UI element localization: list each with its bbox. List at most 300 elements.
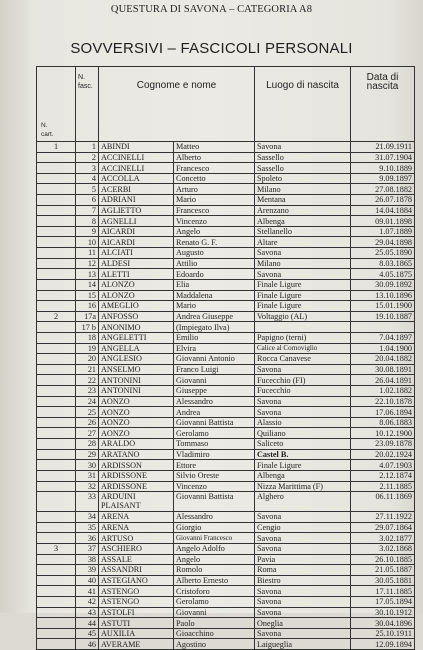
birthplace-cell: Savona: [255, 512, 351, 523]
first-name-cell: Matteo: [174, 142, 255, 153]
birthplace-cell: Milano: [255, 184, 351, 195]
surname-cell: ACCINELLI: [99, 163, 174, 174]
table-row: [37, 533, 415, 544]
table-row: [37, 586, 415, 597]
birthdate-cell: 13.10.1896: [351, 290, 415, 301]
file-number-cell: 43: [76, 607, 99, 618]
birthplace-cell: Fucecchio: [255, 386, 351, 397]
column-header-date: Data di nascita: [351, 67, 415, 142]
birthdate-cell: 15.01.1900: [351, 301, 415, 312]
file-number-cell: 28: [76, 439, 99, 450]
file-number-cell: 9: [76, 226, 99, 237]
file-number-cell: 22: [76, 375, 99, 386]
surname-cell: ADRIANI: [99, 195, 174, 206]
first-name-cell: Attilio: [174, 258, 255, 269]
table-row: [37, 279, 415, 290]
surname-cell: ANFOSSO: [99, 311, 174, 322]
surname-cell: AONZO: [99, 417, 174, 428]
file-number-cell: 23: [76, 386, 99, 397]
file-number-cell: 41: [76, 586, 99, 597]
cart-number-cell: [37, 492, 76, 512]
cart-number-cell: 3: [37, 543, 76, 554]
birthdate-cell: 29.04.1898: [351, 237, 415, 248]
first-name-cell: Augusto: [174, 248, 255, 259]
table-row: [37, 492, 415, 512]
surname-cell: ARTUSO: [99, 533, 174, 544]
surname-cell: AGNELLI: [99, 216, 174, 227]
birthplace-cell: Voltaggio (AL): [255, 311, 351, 322]
surname-cell: ASSANDRI: [99, 565, 174, 576]
file-number-cell: 18: [76, 332, 99, 343]
file-number-cell: 13: [76, 269, 99, 280]
birthplace-cell: Roma: [255, 565, 351, 576]
birthdate-cell: 17.06.1894: [351, 407, 415, 418]
surname-cell: ANGLESIO: [99, 354, 174, 365]
cart-number-cell: [37, 596, 76, 607]
file-number-cell: 46: [76, 639, 99, 650]
table-row: [37, 639, 415, 650]
birthplace-cell: [255, 322, 351, 333]
file-number-cell: 12: [76, 258, 99, 269]
cart-number-cell: [37, 522, 76, 533]
birthplace-cell: Alassio: [255, 417, 351, 428]
surname-cell: ACCINELLI: [99, 152, 174, 163]
birthplace-cell: Albenga: [255, 216, 351, 227]
birthplace-cell: Cengio: [255, 522, 351, 533]
surname-cell: ARATANO: [99, 449, 174, 460]
table-row: [37, 184, 415, 195]
table-row: [37, 512, 415, 523]
birthplace-cell: Nizza Marittima (F): [255, 481, 351, 492]
table-row: [37, 628, 415, 639]
table-row: [37, 248, 415, 259]
birthdate-cell: 25.10.1911: [351, 628, 415, 639]
cart-number-cell: [37, 258, 76, 269]
first-name-cell: Giovanni: [174, 607, 255, 618]
birthplace-cell: Savona: [255, 607, 351, 618]
cart-number-cell: [37, 428, 76, 439]
cart-number-cell: [37, 332, 76, 343]
surname-cell: AGLIETTO: [99, 205, 174, 216]
cart-number-cell: [37, 618, 76, 629]
birthplace-cell: Mentana: [255, 195, 351, 206]
first-name-cell: Andrea Giuseppe: [174, 311, 255, 322]
table-header-row: [37, 67, 415, 142]
first-name-cell: Elia: [174, 279, 255, 290]
first-name-cell: Giuseppe: [174, 386, 255, 397]
cart-number-cell: [37, 290, 76, 301]
table-row: [37, 301, 415, 312]
birthdate-cell: 3.02.1877: [351, 533, 415, 544]
birthplace-cell: Laigueglia: [255, 639, 351, 650]
surname-cell: ASTENGO: [99, 586, 174, 597]
first-name-cell: Alessandro: [174, 512, 255, 523]
first-name-cell: Gioacchino: [174, 628, 255, 639]
birthplace-cell: Castel B.: [255, 449, 351, 460]
table-row: [37, 596, 415, 607]
birthplace-cell: Sassello: [255, 152, 351, 163]
cart-number-cell: [37, 205, 76, 216]
birthplace-cell: Albenga: [255, 470, 351, 481]
first-name-cell: Silvio Oreste: [174, 470, 255, 481]
table-row: [37, 439, 415, 450]
birthdate-cell: 3.02.1868: [351, 543, 415, 554]
surname-cell: ALONZO: [99, 290, 174, 301]
table-row: [37, 311, 415, 322]
table-row: [37, 460, 415, 471]
table-row: [37, 575, 415, 586]
table-row: [37, 364, 415, 375]
table-row: [37, 290, 415, 301]
surname-cell: AMEGLIO: [99, 301, 174, 312]
table-row: [37, 522, 415, 533]
cart-number-cell: [37, 152, 76, 163]
table-row: [37, 607, 415, 618]
birthplace-cell: Savona: [255, 248, 351, 259]
table-row: [37, 258, 415, 269]
file-number-cell: 17 b: [76, 322, 99, 333]
birthdate-cell: 9.10.1889: [351, 163, 415, 174]
birthdate-cell: 1.07.1889: [351, 226, 415, 237]
file-number-cell: 44: [76, 618, 99, 629]
birthplace-cell: Finale Ligure: [255, 290, 351, 301]
table-row: [37, 565, 415, 576]
file-number-cell: 25: [76, 407, 99, 418]
table-row: [37, 195, 415, 206]
first-name-cell: Renato G. F.: [174, 237, 255, 248]
birthplace-cell: Savona: [255, 533, 351, 544]
cart-number-cell: [37, 554, 76, 565]
birthdate-cell: 17.05.1894: [351, 596, 415, 607]
surname-cell: ARDISSONE: [99, 481, 174, 492]
table-row: [37, 543, 415, 554]
first-name-cell: Emilio: [174, 332, 255, 343]
surname-cell: ANTONINI: [99, 375, 174, 386]
first-name-cell: Alberto Ernesto: [174, 575, 255, 586]
table-row: [37, 554, 415, 565]
register-table: [36, 66, 415, 650]
surname-cell: AVERAME: [99, 639, 174, 650]
table-row: [37, 216, 415, 227]
birthdate-cell: 20.02.1924: [351, 449, 415, 460]
file-number-cell: 14: [76, 279, 99, 290]
birthdate-cell: 09.01.1898: [351, 216, 415, 227]
surname-cell: AICARDI: [99, 237, 174, 248]
cart-number-cell: [37, 226, 76, 237]
surname-line: ARDUINI: [101, 492, 136, 502]
file-number-cell: 36: [76, 533, 99, 544]
file-number-cell: 17a: [76, 311, 99, 322]
birthdate-cell: 8.03.1865: [351, 258, 415, 269]
surname-line: PLAISANT: [101, 501, 141, 511]
birthdate-cell: 19.10.1887: [351, 311, 415, 322]
cart-number-cell: [37, 628, 76, 639]
cart-number-cell: [37, 354, 76, 365]
table-row: [37, 142, 415, 153]
surname-cell: ASTOLFI: [99, 607, 174, 618]
file-number-cell: 37: [76, 543, 99, 554]
file-number-cell: 30: [76, 460, 99, 471]
birthplace-cell: Papigno (terni): [255, 332, 351, 343]
birthplace-cell: Savona: [255, 596, 351, 607]
cart-number-cell: [37, 248, 76, 259]
column-header-cart: N. cart.: [37, 67, 76, 142]
surname-cell: ACCOLLA: [99, 173, 174, 184]
birthdate-cell: 9.09.1897: [351, 173, 415, 184]
first-name-cell: Agostino: [174, 639, 255, 650]
birthdate-cell: [351, 322, 415, 333]
table-row: [37, 173, 415, 184]
surname-cell: ALDESI: [99, 258, 174, 269]
birthdate-cell: 31.07.1904: [351, 152, 415, 163]
cart-number-cell: [37, 470, 76, 481]
surname-cell: ARENA: [99, 512, 174, 523]
cart-number-cell: [37, 639, 76, 650]
cart-number-cell: [37, 512, 76, 523]
birthplace-cell: Savona: [255, 628, 351, 639]
first-name-cell: Arturo: [174, 184, 255, 195]
first-name-cell: Giovanni Francesco: [174, 533, 255, 544]
surname-cell: ASTEGIANO: [99, 575, 174, 586]
cart-number-cell: [37, 364, 76, 375]
file-number-cell: 32: [76, 481, 99, 492]
birthdate-cell: 20.04.1882: [351, 354, 415, 365]
surname-cell: ALONZO: [99, 279, 174, 290]
birthdate-cell: 10.12.1900: [351, 428, 415, 439]
birthdate-cell: 25.05.1890: [351, 248, 415, 259]
birthplace-cell: Spoleto: [255, 173, 351, 184]
birthplace-cell: Savona: [255, 396, 351, 407]
birthplace-cell: Oneglia: [255, 618, 351, 629]
file-number-cell: 31: [76, 470, 99, 481]
birthdate-cell: 4.07.1903: [351, 460, 415, 471]
birthplace-cell: Saliceto: [255, 439, 351, 450]
first-name-cell: Franco Luigi: [174, 364, 255, 375]
first-name-cell: Concetto: [174, 173, 255, 184]
first-name-cell: Ettore: [174, 460, 255, 471]
surname-cell: [99, 492, 174, 512]
column-header-fasc: N. fasc.: [76, 67, 99, 142]
file-number-cell: 45: [76, 628, 99, 639]
first-name-cell: Angelo Adolfo: [174, 543, 255, 554]
table-row: [37, 152, 415, 163]
table-body: [37, 142, 415, 650]
cart-number-cell: [37, 396, 76, 407]
surname-cell: ASTUTI: [99, 618, 174, 629]
cart-number-cell: [37, 195, 76, 206]
table-row: [37, 322, 415, 333]
surname-cell: ASSALE: [99, 554, 174, 565]
first-name-cell: Tommaso: [174, 439, 255, 450]
cart-number-cell: [37, 173, 76, 184]
birthdate-cell: 30.05.1881: [351, 575, 415, 586]
cart-number-cell: [37, 607, 76, 618]
cart-number-cell: [37, 407, 76, 418]
birthplace-cell: Rocca Canavese: [255, 354, 351, 365]
first-name-cell: Francesco: [174, 163, 255, 174]
table-row: [37, 449, 415, 460]
table-row: [37, 354, 415, 365]
file-number-cell: 19: [76, 343, 99, 354]
birthdate-cell: 12.09.1894: [351, 639, 415, 650]
first-name-cell: Giovanni Battista: [174, 417, 255, 428]
file-number-cell: 6: [76, 195, 99, 206]
first-name-cell: Maddalena: [174, 290, 255, 301]
cart-number-cell: 1: [37, 142, 76, 153]
birthplace-cell: Savona: [255, 543, 351, 554]
cart-number-cell: [37, 586, 76, 597]
file-number-cell: 2: [76, 152, 99, 163]
birthdate-cell: 7.04.1897: [351, 332, 415, 343]
file-number-cell: 11: [76, 248, 99, 259]
cart-number-cell: [37, 237, 76, 248]
birthplace-cell: Savona: [255, 586, 351, 597]
cart-number-cell: [37, 386, 76, 397]
surname-cell: ACERBI: [99, 184, 174, 195]
cart-number-cell: [37, 460, 76, 471]
birthplace-cell: Finale Ligure: [255, 279, 351, 290]
file-number-cell: 26: [76, 417, 99, 428]
surname-cell: ABINDI: [99, 142, 174, 153]
birthdate-cell: 1.04.1900: [351, 343, 415, 354]
first-name-cell: Giorgio: [174, 522, 255, 533]
first-name-cell: Elvira: [174, 343, 255, 354]
first-name-cell: Vincenzo: [174, 481, 255, 492]
birthdate-cell: 21.09.1911: [351, 142, 415, 153]
first-name-cell: Edoardo: [174, 269, 255, 280]
first-name-cell: Giovanni Battista: [174, 492, 255, 512]
first-name-cell: Vladimiro: [174, 449, 255, 460]
birthdate-cell: 27.11.1922: [351, 512, 415, 523]
surname-cell: ALETTI: [99, 269, 174, 280]
table-row: [37, 205, 415, 216]
cart-number-cell: [37, 216, 76, 227]
file-number-cell: 5: [76, 184, 99, 195]
table-row: [37, 375, 415, 386]
surname-cell: ARDISSON: [99, 460, 174, 471]
birthdate-cell: 23.09.1878: [351, 439, 415, 450]
cart-number-cell: [37, 343, 76, 354]
surname-cell: ANGELETTI: [99, 332, 174, 343]
first-name-cell: Cristoforo: [174, 586, 255, 597]
birthplace-cell: Finale Ligure: [255, 301, 351, 312]
birthplace-cell: Fucecchio (FI): [255, 375, 351, 386]
first-name-cell: Gerolamo: [174, 428, 255, 439]
surname-cell: ASCHIERO: [99, 543, 174, 554]
first-name-cell: Alessandro: [174, 396, 255, 407]
file-number-cell: 24: [76, 396, 99, 407]
birthdate-cell: 17.11.1885: [351, 586, 415, 597]
birthdate-cell: 30.08.1891: [351, 364, 415, 375]
surname-cell: AONZO: [99, 396, 174, 407]
column-header-name: Cognome e nome: [99, 67, 255, 142]
cart-number-cell: [37, 481, 76, 492]
cart-number-cell: [37, 184, 76, 195]
file-number-cell: 40: [76, 575, 99, 586]
surname-cell: ALCIATI: [99, 248, 174, 259]
birthplace-cell: Quiliano: [255, 428, 351, 439]
birthdate-cell: 27.08.1882: [351, 184, 415, 195]
cart-number-cell: [37, 439, 76, 450]
first-name-cell: Mario: [174, 195, 255, 206]
birthdate-cell: 26.10.1885: [351, 554, 415, 565]
file-number-cell: 29: [76, 449, 99, 460]
file-number-cell: 3: [76, 163, 99, 174]
table-row: [37, 386, 415, 397]
surname-cell: ANGELLA: [99, 343, 174, 354]
table-row: [37, 237, 415, 248]
table-row: [37, 481, 415, 492]
birthplace-cell: Alghero: [255, 492, 351, 512]
birthplace-cell: Sassello: [255, 163, 351, 174]
cart-number-cell: [37, 322, 76, 333]
surname-cell: ARALDO: [99, 439, 174, 450]
birthdate-cell: 14.04.1884: [351, 205, 415, 216]
surname-cell: ANSELMO: [99, 364, 174, 375]
table-row: [37, 407, 415, 418]
birthdate-cell: 2.12.1874: [351, 470, 415, 481]
cart-number-cell: 2: [37, 311, 76, 322]
file-number-cell: 16: [76, 301, 99, 312]
column-header-place: Luogo di nascita: [255, 67, 351, 142]
table-row: [37, 396, 415, 407]
table-row: [37, 343, 415, 354]
table-row: [37, 417, 415, 428]
table-row: [37, 269, 415, 280]
file-number-cell: 38: [76, 554, 99, 565]
first-name-cell: (Impiegato Ilva): [174, 322, 255, 333]
birthdate-cell: 2.11.1885: [351, 481, 415, 492]
birthplace-cell: Milano: [255, 258, 351, 269]
cart-number-cell: [37, 301, 76, 312]
birthdate-cell: 30.09.1892: [351, 279, 415, 290]
birthplace-cell: Savona: [255, 142, 351, 153]
cart-number-cell: [37, 163, 76, 174]
birthplace-cell: Savona: [255, 269, 351, 280]
birthplace-cell: Altare: [255, 237, 351, 248]
first-name-cell: Angelo: [174, 554, 255, 565]
table-row: [37, 163, 415, 174]
table-row: [37, 332, 415, 343]
cart-number-cell: [37, 375, 76, 386]
cart-number-cell: [37, 533, 76, 544]
file-number-cell: 21: [76, 364, 99, 375]
birthdate-cell: 4.05.1875: [351, 269, 415, 280]
birthplace-cell: Savona: [255, 364, 351, 375]
first-name-cell: Alberto: [174, 152, 255, 163]
file-number-cell: 20: [76, 354, 99, 365]
cart-number-cell: [37, 565, 76, 576]
surname-cell: AONZO: [99, 428, 174, 439]
archive-header: QUESTURA DI SAVONA – CATEGORIA A8: [110, 4, 313, 15]
register-title: SOVVERSIVI – FASCICOLI PERSONALI: [70, 40, 353, 57]
birthdate-cell: 26.07.1878: [351, 195, 415, 206]
surname-cell: AICARDI: [99, 226, 174, 237]
birthplace-cell: Calice al Cornoviglio: [255, 343, 351, 354]
file-number-cell: 34: [76, 512, 99, 523]
file-number-cell: 10: [76, 237, 99, 248]
surname-cell: ARENA: [99, 522, 174, 533]
first-name-cell: Andrea: [174, 407, 255, 418]
cart-number-cell: [37, 417, 76, 428]
first-name-cell: Mario: [174, 301, 255, 312]
first-name-cell: Vincenzo: [174, 216, 255, 227]
first-name-cell: Francesco: [174, 205, 255, 216]
file-number-cell: 1: [76, 142, 99, 153]
file-number-cell: 27: [76, 428, 99, 439]
first-name-cell: Gerolamo: [174, 596, 255, 607]
first-name-cell: Romolo: [174, 565, 255, 576]
